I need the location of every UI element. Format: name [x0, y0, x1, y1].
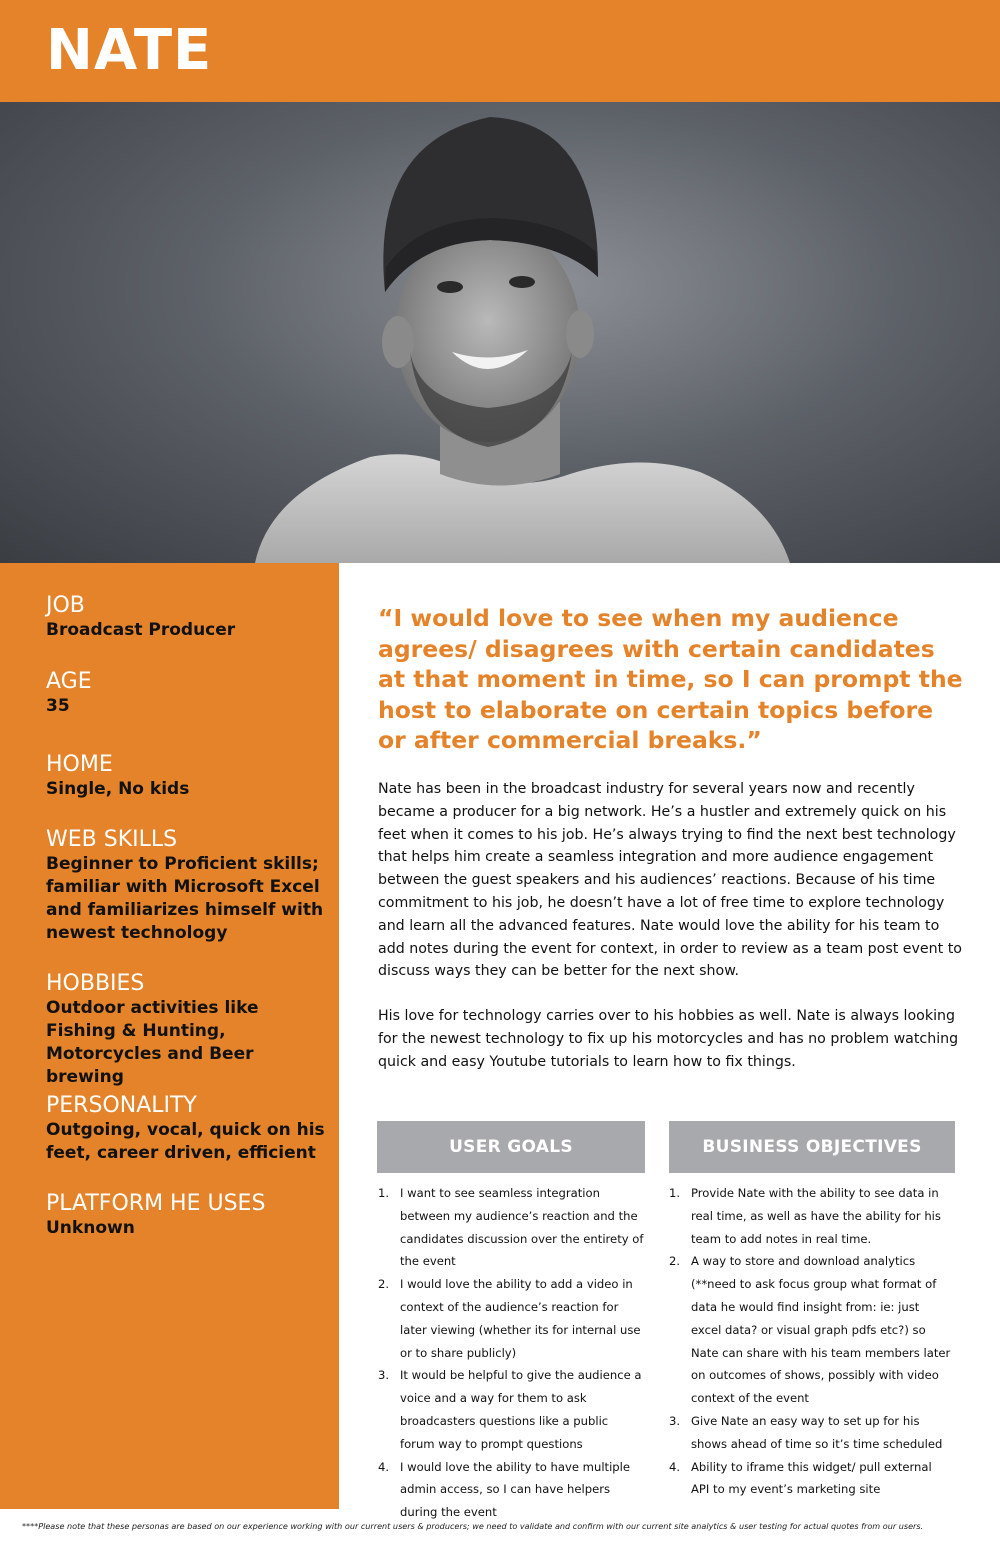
- list-item: [378, 1182, 646, 1273]
- age-field: [46, 669, 326, 718]
- hobbies-value: Outdoor activities like Fishing & Hunting, Motorcycles and Beer brewing: [46, 998, 259, 1087]
- list-item: [669, 1410, 953, 1456]
- hobbies-label: HOBBIES: [46, 971, 145, 996]
- list-text: A way to store and download analytics (**need to ask focus group what format of data he would find insight from: ie: just excel data? or visual graph pdfs etc?) so Nate can share with his team members later on outcomes of shows, possibly with video context of the event: [691, 1254, 951, 1406]
- list-item: [378, 1364, 646, 1455]
- list-item: [378, 1456, 646, 1524]
- list-number: 2.: [669, 1254, 681, 1269]
- age-label: AGE: [46, 669, 92, 694]
- bio-paragraph-2: His love for technology carries over to his hobbies as well. Nate is always looking for the newest technology to fix up his motorcycles and has no problem watching quick and easy Youtube tutorials to learn how to fix things.: [378, 1008, 959, 1070]
- list-text: Ability to iframe this widget/ pull external API to my event’s marketing site: [691, 1459, 932, 1497]
- list-item: [669, 1182, 953, 1250]
- home-label: HOME: [46, 752, 113, 777]
- list-number: 1.: [378, 1186, 390, 1200]
- list-item: [378, 1273, 646, 1364]
- bio-paragraph-1: Nate has been in the broadcast industry for several years now and recently became a producer for a big network. He’s a hustler and extremely quick on his feet when it comes to his job. He’s always trying to find the next best technology that helps him create a seamless integration and more audience engagement between the guest speakers and his audiences’ reactions. Because of his time commitment to his job, he doesn’t have a lot of free time to explore technology and learn all the advanced features. Nate would love the ability for his team to add notes during the event for context, in order to review as a team post event to discuss ways they can be better for the next show.: [378, 781, 962, 980]
- home-field: [46, 752, 326, 801]
- business-objectives-list: [669, 1182, 953, 1501]
- list-number: 1.: [669, 1186, 681, 1200]
- personality-field: [46, 1093, 326, 1165]
- web-skills-label: WEB SKILLS: [46, 827, 178, 852]
- list-text: I want to see seamless integration between my audience’s reaction and the candidates discussion over the entirety of the event: [400, 1186, 644, 1269]
- personality-value: Outgoing, vocal, quick on his feet, career driven, efficient: [46, 1120, 325, 1163]
- header-banner: [0, 0, 1000, 102]
- list-number: 3.: [669, 1413, 681, 1428]
- home-value: Single, No kids: [46, 779, 190, 799]
- list-text: Provide Nate with the ability to see data in real time, as well as have the ability for his team to add notes in real time.: [691, 1186, 941, 1246]
- job-value: Broadcast Producer: [46, 620, 236, 640]
- list-number: 2.: [378, 1277, 390, 1292]
- job-label: JOB: [46, 593, 85, 618]
- portrait-illustration: [0, 102, 1000, 563]
- list-number: 4.: [669, 1459, 681, 1474]
- persona-photo: [0, 102, 1000, 563]
- list-item: [669, 1250, 953, 1410]
- web-skills-value: Beginner to Proficient skills; familiar with Microsoft Excel and familiarizes himself with newest technology: [46, 854, 324, 943]
- list-text: I would love the ability to add a video in context of the audience’s reaction for later viewing (whether its for internal use or to share publicly): [400, 1277, 641, 1360]
- platform-label: PLATFORM HE USES: [46, 1191, 266, 1216]
- age-value: 35: [46, 696, 70, 716]
- list-text: Give Nate an easy way to set up for his shows ahead of time so it’s time scheduled: [691, 1413, 943, 1451]
- business-objectives-header: BUSINESS OBJECTIVES: [669, 1121, 955, 1173]
- web-skills-field: [46, 827, 326, 945]
- platform-value: Unknown: [46, 1218, 135, 1238]
- list-number: 4.: [378, 1459, 390, 1474]
- list-text: It would be helpful to give the audience a voice and a way for them to ask broadcasters questions like a public forum way to prompt questions: [400, 1368, 642, 1451]
- persona-name: NATE: [46, 18, 213, 83]
- user-goals-list: [378, 1182, 646, 1524]
- platform-field: [46, 1191, 326, 1240]
- persona-quote: “I would love to see when my audience agrees/ disagrees with certain candidates at that moment in time, so I can prompt the host to elaborate on certain topics before or after commercial breaks.”: [378, 604, 963, 754]
- user-goals-header: USER GOALS: [377, 1121, 645, 1173]
- list-text: I would love the ability to have multiple admin access, so I can have helpers during the event: [400, 1459, 631, 1520]
- list-item: [669, 1456, 953, 1502]
- personality-label: PERSONALITY: [46, 1093, 197, 1118]
- hobbies-field: [46, 971, 326, 1089]
- profile-sidebar: [0, 563, 339, 1509]
- footnote: ****Please note that these personas are based on our experience working with our current users & producers; we need to validate and confirm with our current site analytics & user testing for actual quotes from our users.: [22, 1521, 924, 1531]
- job-field: [46, 593, 326, 642]
- list-number: 3.: [378, 1368, 390, 1383]
